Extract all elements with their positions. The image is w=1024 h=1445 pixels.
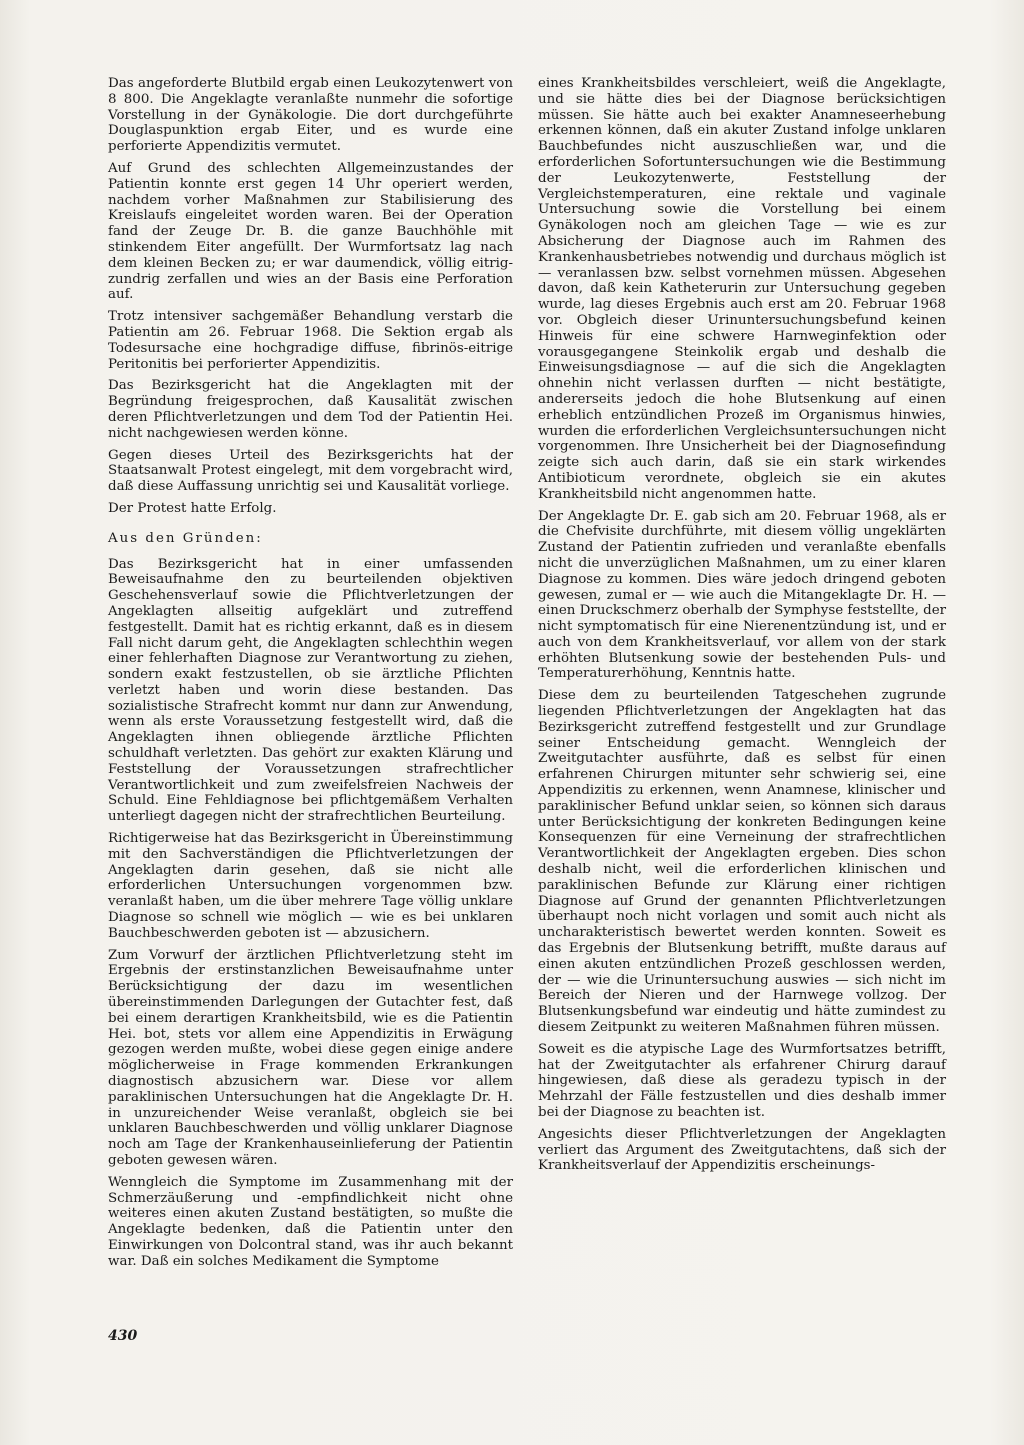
paragraph: Das angeforderte Blutbild ergab einen Leukozytenwert von 8 800. Die Angeklagte veranlaßte nunmehr die sofortige Vorstellung in der Gynäkologie. Die dort durchgeführte Douglaspunktion ergab Eiter, und es wurde eine perforierte Appendizitis vermutet. [108,76,513,155]
paragraph: Gegen dieses Urteil des Bezirksgerichts hat der Staatsanwalt Protest eingelegt, mit dem vorgebracht wird, daß diese Auffassung unrichtig sei und Kausalität vorliege. [108,447,513,495]
paragraph: Trotz intensiver sachgemäßer Behandlung verstarb die Patientin am 26. Februar 1968. Die Sektion ergab als Todesursache eine hochgradige diffuse, fibrinös-eitrige Peritonitis bei perforierter Appendizitis. [108,309,513,372]
page-number: 430 [108,1328,138,1344]
paragraph: Auf Grund des schlechten Allgemeinzustandes der Patientin konnte erst gegen 14 Uhr operiert werden, nachdem vorher Maßnahmen zur Stabilisierung des Kreislaufs eingeleitet worden waren. Bei der Operation fand der Zeuge Dr. B. die ganze Bauchhöhle mit stinkendem Eiter angefüllt. Der Wurmfortsatz lag nach dem kleinen Becken zu; er war daumendick, völlig eitrig-zundrig zerfallen und wies an der Basis eine Perforation auf. [108,160,513,303]
paragraph: Soweit es die atypische Lage des Wurmfortsatzes betrifft, hat der Zweitgutachter als erfahrener Chirurg darauf hingewiesen, daß diese als geradezu typisch in der Mehrzahl der Fälle festzustellen und dies deshalb immer bei der Diagnose zu beachten ist. [538,1041,946,1120]
paragraph: Zum Vorwurf der ärztlichen Pflichtverletzung steht im Ergebnis der erstinstanzlichen Beweisaufnahme unter Berücksichtigung der dazu im wesentlichen übereinstimmenden Darlegungen der Gutachter fest, daß bei einem derartigen Krankheitsbild, wie es die Patientin Hei. bot, stets vor allem eine Appendizitis in Erwägung gezogen werden mußte, wobei diese gegen einige andere möglicherweise in Frage kommenden Erkrankungen diagnostisch abzusichern war. Diese vor allem paraklinischen Untersuchungen hat die Angeklagte Dr. H. in unzureichender Weise veranlaßt, obgleich sie bei unklaren Bauchbeschwerden und völlig unklarer Diagnose noch am Tage der Krankenhauseinlieferung der Patientin geboten gewesen wären. [108,947,513,1168]
paragraph: eines Krankheitsbildes verschleiert, weiß die Angeklagte, und sie hätte dies bei der Diagnose berücksichtigen müssen. Sie hätte auch bei exakter Anamneseerhebung erkennen können, daß ein akuter Zustand infolge unklaren Bauchbefundes nicht auszuschließen war, und die erforderlichen Sofortuntersuchungen wie die Bestimmung der Leukozytenwerte, Feststellung der Vergleichstemperaturen, eine rektale und vaginale Untersuchung sowie die Vorstellung bei einem Gynäkologen noch am gleichen Tage — wie es zur Absicherung der Diagnose auch im Rahmen des Krankenhausbetriebes notwendig und durchaus möglich ist — veranlassen bzw. selbst vornehmen müssen. Abgesehen davon, daß kein Katheterurin zur Untersuchung gegeben wurde, lag dieses Ergebnis auch erst am 20. Februar 1968 vor. Obgleich dieser Urinuntersuchungsbefund keinen Hinweis für eine schwere Harnweginfektion oder vorausgegangene Steinkolik ergab und deshalb die Einweisungsdiagnose — auf die sich die Angeklagten ohnehin nicht verlassen durften — nicht bestätigte, andererseits jedoch die hohe Blutsenkung auf einen erheblich entzündlichen Prozeß im Organismus hinwies, wurden die erforderlichen Vergleichsuntersuchungen nicht vorgenommen. Ihre Unsicherheit bei der Diagnosefindung zeigte sich auch darin, daß sie ein stark wirkendes Antibioticum verordnete, obgleich sie ein akutes Krankheitsbild nicht angenommen hatte. [538,76,946,502]
left-column [108,76,513,1276]
section-heading: Aus den Gründen: [108,530,263,546]
right-column [538,76,946,1180]
paragraph: Das Bezirksgericht hat die Angeklagten mit der Begründung freigesprochen, daß Kausalität zwischen deren Pflichtverletzungen und dem Tod der Patientin Hei. nicht nachgewiesen werden könne. [108,378,513,441]
paragraph: Diese dem zu beurteilenden Tatgeschehen zugrunde liegenden Pflichtverletzungen der Angeklagten hat das Bezirksgericht zutreffend festgestellt und zur Grundlage seiner Entscheidung gemacht. Wenngleich der Zweitgutachter ausführte, daß es selbst für einen erfahrenen Chirurgen mitunter sehr schwierig sei, eine Appendizitis zu erkennen, wenn Anamnese, klinischer und paraklinischer Befund unklar seien, so können sich daraus unter Berücksichtigung der konkreten Bedingungen keine Konsequenzen für eine Verneinung der strafrechtlichen Verantwortlichkeit der Angeklagten ergeben. Dies schon deshalb nicht, weil die erforderlichen klinischen und paraklinischen Befunde zur Klärung einer richtigen Diagnose auf Grund der genannten Pflichtverletzungen überhaupt noch nicht vorlagen und somit auch nicht als uncharakteristisch bewertet werden konnten. Soweit es das Ergebnis der Blutsenkung betrifft, mußte daraus auf einen akuten entzündlichen Prozeß geschlossen werden, der — wie die Urinuntersuchung auswies — sich nicht im Bereich der Nieren und der Harnwege vollzog. Der Blutsenkungsbefund war eindeutig und hätte zumindest zu diesem Zeitpunkt zu weiteren Maßnahmen führen müssen. [538,688,946,1036]
paragraph: Richtigerweise hat das Bezirksgericht in Übereinstimmung mit den Sachverständigen die Pflichtverletzungen der Angeklagten darin gesehen, daß sie nicht alle erforderlichen Untersuchungen vorgenommen bzw. veranlaßt haben, um die über mehrere Tage völlig unklare Diagnose so schnell wie möglich — wie es bei unklaren Bauchbeschwerden geboten ist — abzusichern. [108,831,513,941]
paragraph: Das Bezirksgericht hat in einer umfassenden Beweisaufnahme den zu beurteilenden objektiven Geschehensverlauf sowie die Pflichtverletzungen der Angeklagten allseitig aufgeklärt und zutreffend festgestellt. Damit hat es richtig erkannt, daß es in diesem Fall nicht darum geht, die Angeklagten schlechthin wegen einer fehlerhaften Diagnose zur Verantwortung zu ziehen, sondern exakt festzustellen, ob sie ärztliche Pflichten verletzt haben und worin diese bestanden. Das sozialistische Strafrecht kommt nur dann zur Anwendung, wenn als erste Voraussetzung festgestellt wird, daß die Angeklagten ihnen obliegende ärztliche Pflichten schuldhaft verletzten. Das gehört zur exakten Klärung und Feststellung der Voraussetzungen strafrechtlicher Verantwortlichkeit und zum zweifelsfreien Nachweis der Schuld. Eine Fehldiagnose bei pflichtgemäßem Verhalten unterliegt dagegen nicht der strafrechtlichen Beurteilung. [108,556,513,825]
paragraph: Angesichts dieser Pflichtverletzungen der Angeklagten verliert das Argument des Zweitgutachtens, daß sich der Krankheitsverlauf der Appendizitis erscheinungs- [538,1126,946,1174]
paragraph: Der Protest hatte Erfolg. [108,500,277,516]
paragraph: Der Angeklagte Dr. E. gab sich am 20. Februar 1968, als er die Chefvisite durchführte, mit diesem völlig ungeklärten Zustand der Patientin zufrieden und veranlaßte ebenfalls nicht die unverzüglichen Maßnahmen, um zu einer klaren Diagnose zu kommen. Dies wäre jedoch dringend geboten gewesen, zumal er — wie auch die Mitangeklagte Dr. H. — einen Druckschmerz oberhalb der Symphyse feststellte, der nicht symptomatisch für eine Nierenentzündung ist, und er auch von dem Krankheitsverlauf, vor allem von der stark erhöhten Blutsenkung sowie der bestehenden Puls- und Temperaturerhöhung, Kenntnis hatte. [538,508,947,682]
paragraph: Wenngleich die Symptome im Zusammenhang mit der Schmerzäußerung und -empfindlichkeit nicht ohne weiteres einen akuten Zustand bestätigten, so mußte die Angeklagte bedenken, daß die Patientin unter den Einwirkungen von Dolcontral stand, was ihr auch bekannt war. Daß ein solches Medikament die Symptome [108,1174,513,1269]
